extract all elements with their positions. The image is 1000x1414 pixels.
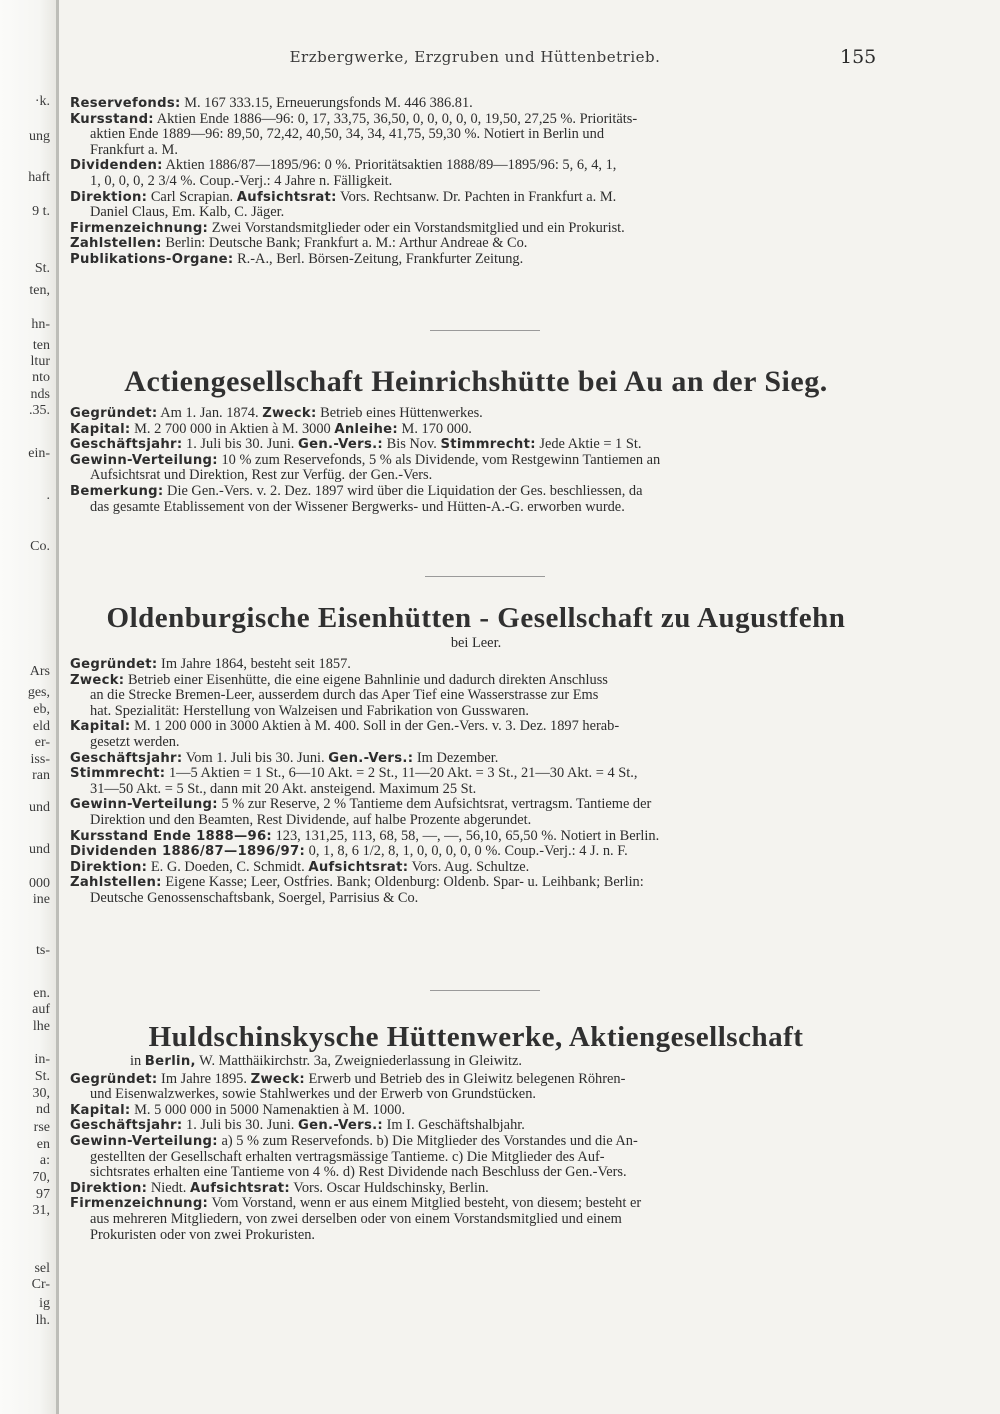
field-text: Daniel Claus, Em. Kalb, C. Jäger. <box>90 205 285 221</box>
field-text: Betrieb eines Hüttenwerkes. <box>316 406 483 421</box>
field-text: M. 1 200 000 in 3000 Aktien à M. 400. Soll in der Gen.-Vers. v. 3. Dez. 1897 herab- <box>130 719 620 735</box>
field-label: Kapital: <box>70 421 131 437</box>
field-label: Dividenden: <box>70 158 163 174</box>
field-text: M. 167 333.15, Erneuerungsfonds M. 446 386.81. <box>180 96 473 111</box>
entry-line <box>70 484 882 500</box>
entry-oldenburgische <box>70 601 882 907</box>
margin-fragment: en <box>36 1137 50 1152</box>
field-text: Zwei Vorstandsmitglieder oder ein Vorstandsmitglied und ein Prokurist. <box>208 220 625 236</box>
margin-fragment: 31, <box>32 1203 50 1218</box>
margin-fragment: nto <box>32 370 50 385</box>
field-text: Betrieb einer Eisenhütte, die eine eigene Bahnlinie und dadurch direkten Anschluss <box>124 672 608 688</box>
margin-fragment: St. <box>34 261 50 276</box>
margin-fragment: eld <box>32 719 50 734</box>
field-text: und Eisenwalzwerkes, sowie Stahlwerkes und der Erwerb von Grundstücken. <box>90 1087 536 1103</box>
field-text: Im Dezember. <box>413 750 499 766</box>
field-text: Im Jahre 1864, besteht seit 1857. <box>157 657 351 672</box>
field-text: aktien Ende 1889—96: 89,50, 72,42, 40,50, 34, 34, 41,75, 59,30 %. Notiert in Berlin und <box>90 127 605 143</box>
margin-fragment: Co. <box>30 539 50 554</box>
entry-line <box>70 797 882 813</box>
field-text: Jede Aktie = 1 St. <box>535 437 642 453</box>
entry-line <box>70 205 882 221</box>
field-label: Kapital: <box>70 1102 131 1118</box>
field-text: 0, 1, 8, 6 1/2, 8, 1, 0, 0, 0, 0, 0 %. Coup.-Verj.: 4 J. n. F. <box>305 844 628 860</box>
field-label: Kapital: <box>70 719 131 735</box>
entry-line <box>70 704 882 720</box>
field-label: Aufsichtsrat: <box>236 189 337 205</box>
field-text: 1, 0, 0, 0, 2 3/4 %. Coup.-Verj.: 4 Jahre n. Fälligkeit. <box>90 173 393 189</box>
field-label: Gewinn-Verteilung: <box>70 797 218 813</box>
field-label: Firmenzeichnung: <box>70 1196 209 1212</box>
field-text: 31—50 Akt. = 5 St., dann mit 20 Akt. ansteigend. Maximum 25 St. <box>90 781 477 797</box>
margin-fragment: in- <box>34 1052 50 1067</box>
field-label: Anleihe: <box>334 421 398 437</box>
field-label: Gen.-Vers.: <box>328 750 414 766</box>
page-number: 155 <box>840 46 877 68</box>
margin-fragment: ine <box>32 892 50 907</box>
company-title: Huldschinskysche Hüttenwerke, Aktiengesellschaft <box>148 1021 804 1053</box>
field-label: Zweck: <box>250 1071 305 1087</box>
field-label: Direktion: <box>70 859 148 875</box>
margin-fragment: sel <box>34 1261 50 1276</box>
entry-line <box>70 1118 882 1134</box>
company-title: Oldenburgische Eisenhütten - Gesellschaft zu Augustfehn <box>106 602 846 634</box>
entry-line <box>70 891 882 907</box>
running-header: Erzbergwerke, Erzgruben und Hüttenbetrieb. <box>289 48 661 66</box>
margin-fragment: a: <box>39 1153 50 1168</box>
margin-fragment: ten, <box>29 283 50 298</box>
field-text: Frankfurt a. M. <box>90 142 178 158</box>
field-text: Vom 1. Juli bis 30. Juni. <box>182 750 329 766</box>
entry-line <box>70 143 882 159</box>
field-text: 10 % zum Reservefonds, 5 % als Dividende, vom Restgewinn Tantiemen an <box>217 452 661 468</box>
document-page <box>70 0 982 1414</box>
field-text: M. 5 000 000 in 5000 Namenaktien à M. 1000. <box>130 1102 406 1118</box>
company-title: Actiengesellschaft Heinrichshütte bei Au an der Sieg. <box>124 365 828 398</box>
margin-fragment: lh. <box>35 1313 50 1328</box>
margin-fragment: haft <box>28 170 50 185</box>
entry-line <box>70 1087 882 1103</box>
margin-fragment: en. <box>33 986 50 1001</box>
field-text: R.-A., Berl. Börsen-Zeitung, Frankfurter Zeitung. <box>233 251 524 267</box>
field-label: Firmenzeichnung: <box>70 220 209 236</box>
field-text: Prokuristen oder von zwei Prokuristen. <box>90 1227 316 1243</box>
field-label: Kursstand: <box>70 111 154 127</box>
margin-fragment: ran <box>32 768 50 783</box>
margin-fragment: ltur <box>30 354 50 369</box>
margin-fragment: nd <box>36 1102 50 1117</box>
field-label: Bemerkung: <box>70 483 164 499</box>
entry-line <box>70 1150 882 1166</box>
company-location <box>70 1054 882 1070</box>
margin-fragment: ig <box>39 1296 50 1311</box>
entry-continued <box>70 96 882 268</box>
entry-line <box>70 766 882 782</box>
entry-line <box>70 190 882 206</box>
entry-line <box>70 1134 882 1150</box>
field-label: Zahlstellen: <box>70 236 162 252</box>
entry-line <box>70 751 882 767</box>
entry-line <box>70 1196 882 1212</box>
margin-fragment: .35. <box>29 403 50 418</box>
field-text: Direktion und den Beamten, Rest Dividende, auf halbe Prozente abgerundet. <box>90 812 532 828</box>
field-label: Gegründet: <box>70 1071 158 1087</box>
field-text: 1—5 Aktien = 1 St., 6—10 Akt. = 2 St., 11—20 Akt. = 3 St., 21—30 Akt. = 4 St., <box>165 766 638 782</box>
entry-line <box>70 158 882 174</box>
field-text: Vors. Oscar Huldschinsky, Berlin. <box>289 1180 489 1196</box>
margin-fragment: eb, <box>33 702 50 717</box>
margin-fragment: ·k. <box>34 94 50 109</box>
field-text: gesetzt werden. <box>90 734 180 750</box>
entry-line <box>70 500 882 516</box>
field-label: Stimmrecht: <box>70 766 166 782</box>
entry-line <box>70 468 882 484</box>
field-label: Aufsichtsrat: <box>190 1180 290 1196</box>
field-text: Bis Nov. <box>383 437 441 453</box>
field-text: an die Strecke Bremen-Leer, ausserdem durch das Aper Tief eine Wasserstrasse zur Ems <box>90 688 599 704</box>
location-city: Berlin, <box>144 1054 196 1069</box>
field-text: Vors. Aug. Schultze. <box>408 859 530 875</box>
field-label: Dividenden 1886/87—1896/97: <box>70 844 306 860</box>
field-text: Vors. Rechtsanw. Dr. Pachten in Frankfurt a. M. <box>336 189 617 205</box>
entry-line <box>70 1181 882 1197</box>
field-text: M. 2 700 000 in Aktien à M. 3000 <box>130 421 335 437</box>
entry-line <box>70 719 882 735</box>
field-text: Niedt. <box>147 1180 190 1196</box>
field-label: Geschäftsjahr: <box>70 437 183 453</box>
entry-heinrichshuette <box>70 364 882 515</box>
margin-fragment: ten <box>32 338 50 353</box>
entry-line <box>70 1228 882 1244</box>
entry-line <box>70 422 882 438</box>
field-label: Geschäftsjahr: <box>70 1118 183 1134</box>
entry-line <box>70 860 882 876</box>
margin-fragment: iss- <box>30 752 50 767</box>
margin-fragment: ges, <box>27 685 50 700</box>
entry-line <box>70 174 882 190</box>
margin-fragment: 70, <box>32 1170 50 1185</box>
margin-fragment: ts- <box>36 943 50 958</box>
field-text: E. G. Doeden, C. Schmidt. <box>147 859 309 875</box>
entry-line <box>70 112 882 128</box>
field-label: Gegründet: <box>70 406 158 421</box>
field-text: gestellten der Gesellschaft erhalten vertragsmässige Tantieme. c) Die Mitglieder des Auf- <box>90 1149 605 1165</box>
field-text: Erwerb und Betrieb des in Gleiwitz belegenen Röhren- <box>304 1071 626 1087</box>
field-label: Zahlstellen: <box>70 875 162 891</box>
field-label: Direktion: <box>70 1180 148 1196</box>
margin-fragment: nds <box>30 387 50 402</box>
field-label: Publikations-Organe: <box>70 251 234 267</box>
location-address: W. Matthäikirchstr. 3a, Zweigniederlassung in Gleiwitz. <box>195 1054 522 1069</box>
margin-fragment: ung <box>29 129 50 144</box>
margin-fragment: ein- <box>28 446 50 461</box>
location-prefix: in <box>130 1054 145 1069</box>
entry-line <box>70 437 882 453</box>
entry-line <box>70 236 882 252</box>
field-label: Gen.-Vers.: <box>297 437 383 453</box>
margin-fragment: Cr- <box>31 1277 50 1292</box>
field-text: Carl Scrapian. <box>147 189 237 205</box>
page-gutter-margin <box>0 0 59 1414</box>
field-label: Gen.-Vers.: <box>297 1118 383 1134</box>
entry-line <box>70 406 882 422</box>
section-divider <box>425 576 545 577</box>
field-text: 1. Juli bis 30. Juni. <box>182 437 298 453</box>
entry-line <box>70 875 882 891</box>
entry-line <box>70 657 882 673</box>
field-text: a) 5 % zum Reservefonds. b) Die Mitglieder des Vorstandes und die An- <box>217 1133 638 1149</box>
entry-line <box>70 829 882 845</box>
entry-line <box>70 127 882 143</box>
field-label: Stimmrecht: <box>440 437 536 453</box>
field-text: Am 1. Jan. 1874. <box>157 406 263 421</box>
entry-line <box>70 1103 882 1119</box>
section-divider <box>430 330 540 331</box>
entry-line <box>70 221 882 237</box>
entry-line <box>70 453 882 469</box>
entry-line <box>70 673 882 689</box>
margin-fragment: auf <box>32 1002 50 1017</box>
entry-line <box>70 252 882 268</box>
entry-huldschinsky <box>70 1020 882 1243</box>
field-text: Aufsichtsrat und Direktion, Rest zur Verfüg. der Gen.-Vers. <box>90 468 433 484</box>
field-text: Im Jahre 1895. <box>157 1071 251 1087</box>
margin-fragment: Ars <box>29 664 50 679</box>
field-text: Vom Vorstand, wenn er aus einem Mitglied besteht, von diesem; besteht er <box>208 1196 642 1212</box>
field-label: Kursstand Ende 1888—96: <box>70 828 272 844</box>
field-text: Deutsche Genossenschaftsbank, Soergel, Parrisius & Co. <box>90 890 419 906</box>
field-text: Berlin: Deutsche Bank; Frankfurt a. M.: Arthur Andreae & Co. <box>161 236 528 252</box>
field-label: Gewinn-Verteilung: <box>70 452 218 468</box>
field-text: sichtsrates erhalten eine Tantieme von 4 %. d) Rest Dividende nach Beschluss der Gen.-Vers. <box>90 1165 627 1181</box>
field-text: 5 % zur Reserve, 2 % Tantieme dem Aufsichtsrat, vertragsm. Tantieme der <box>217 797 652 813</box>
entry-line <box>70 844 882 860</box>
field-label: Geschäftsjahr: <box>70 750 183 766</box>
field-text: Aktien Ende 1886—96: 0, 17, 33,75, 36,50, 0, 0, 0, 0, 0, 19,50, 27,25 %. Prioritäts- <box>153 111 638 127</box>
field-text: 1. Juli bis 30. Juni. <box>182 1118 298 1134</box>
margin-fragment: lhe <box>32 1019 50 1034</box>
entry-line <box>70 96 882 112</box>
margin-fragment: rse <box>33 1120 50 1135</box>
entry-line <box>70 813 882 829</box>
field-label: Direktion: <box>70 189 148 205</box>
entry-line <box>70 1072 882 1088</box>
section-divider <box>430 990 540 991</box>
entry-line <box>70 1165 882 1181</box>
margin-fragment: und <box>29 842 50 857</box>
margin-fragment: 9 t. <box>32 204 50 219</box>
field-text: Im I. Geschäftshalbjahr. <box>383 1118 525 1134</box>
field-label: Gewinn-Verteilung: <box>70 1133 218 1149</box>
field-label: Gegründet: <box>70 657 158 672</box>
field-text: Die Gen.-Vers. v. 2. Dez. 1897 wird über die Liquidation der Ges. beschliessen, da <box>163 483 643 499</box>
margin-fragment: hn- <box>31 317 50 332</box>
margin-fragment: 97 <box>36 1187 50 1202</box>
field-text: das gesamte Etablissement von der Wissener Bergwerks- und Hütten-A.-G. erworben wurde. <box>90 499 625 515</box>
field-text: M. 170 000. <box>397 421 472 437</box>
margin-fragment: er- <box>34 735 50 750</box>
field-text: aus mehreren Mitgliedern, von zwei derselben oder von einem Vorstandsmitglied und einem <box>90 1211 622 1227</box>
field-text: 123, 131,25, 113, 68, 58, —, —, 56,10, 65,50 %. Notiert in Berlin. <box>272 828 660 844</box>
margin-fragment: und <box>29 800 50 815</box>
field-text: Eigene Kasse; Leer, Ostfries. Bank; Oldenburg: Oldenb. Spar- u. Leihbank; Berlin: <box>161 875 644 891</box>
entry-line <box>70 735 882 751</box>
entry-line <box>70 688 882 704</box>
margin-fragment: 000 <box>29 876 50 891</box>
field-text: hat. Spezialität: Herstellung von Walzeisen und Fabrikation von Gusswaren. <box>90 703 529 719</box>
entry-line <box>70 1212 882 1228</box>
field-label: Reservefonds: <box>70 96 181 111</box>
entry-line <box>70 782 882 798</box>
field-label: Aufsichtsrat: <box>308 859 409 875</box>
field-text: Aktien 1886/87—1895/96: 0 %. Prioritätsaktien 1888/89—1895/96: 5, 6, 4, 1, <box>162 158 617 174</box>
margin-fragment: 30, <box>32 1086 50 1101</box>
company-subtitle: bei Leer. <box>450 635 502 651</box>
field-label: Zweck: <box>262 406 317 421</box>
margin-fragment: St. <box>34 1069 50 1084</box>
margin-fragment: . <box>46 488 50 503</box>
field-label: Zweck: <box>70 672 125 688</box>
